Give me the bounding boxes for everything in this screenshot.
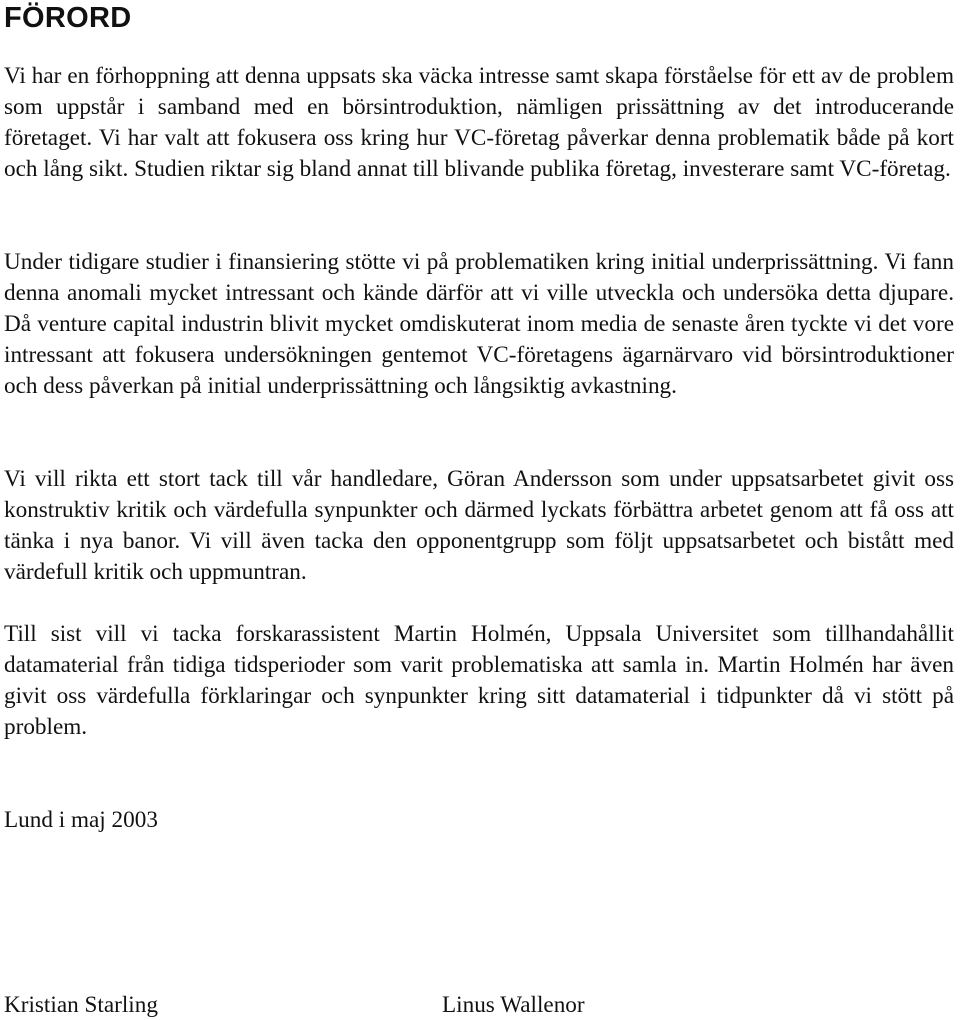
signature-author-1: Kristian Starling	[4, 992, 158, 1018]
paragraph-acknowledgement-supervisor: Vi vill rikta ett stort tack till vår handledare, Göran Andersson som under uppsatsarbetet givit oss konstruktiv kritik och värdefulla synpunkter och därmed lyckats förbättra arbetet genom att få oss att tänka i nya banor. Vi vill även tacka den opponentgrupp som följt uppsatsarbetet och bistått med värdefull kritik och uppmuntran.	[4, 466, 954, 585]
paragraph-intro: Vi har en förhoppning att denna uppsats ska väcka intresse samt skapa förståelse för ett av de problem som uppstår i samband med en börsintroduktion, nämligen prissättning av det introducerande företaget. Vi har valt att fokusera oss kring hur VC-företag påverkar denna problematik både på kort och lång sikt. Studien riktar sig bland annat till blivande publika företag, investerare samt VC-företag.	[4, 63, 954, 182]
page-title: FÖRORD	[4, 2, 132, 34]
paragraph-acknowledgement-assistant: Till sist vill vi tacka forskarassistent Martin Holmén, Uppsala Universitet som tillhandahållit datamaterial från tidiga tidsperioder som varit problematiska att samla in. Martin Holmén har även givit oss värdefulla förklaringar och synpunkter kring sitt datamaterial i tidpunkter då vi stött på problem.	[4, 621, 954, 740]
signature-author-2: Linus Wallenor	[442, 992, 585, 1018]
paragraph-background: Under tidigare studier i finansiering stötte vi på problematiken kring initial underprissättning. Vi fann denna anomali mycket intressant och kände därför att vi ville utveckla och undersöka detta djupare. Då venture capital industrin blivit mycket omdiskuterat inom media de senaste åren tyckte vi det vore intressant att fokusera undersökningen gentemot VC-företagens ägarnärvaro vid börsintroduktioner och dess påverkan på initial underprissättning och långsiktig avkastning.	[4, 249, 954, 399]
place-and-date: Lund i maj 2003	[4, 807, 158, 833]
